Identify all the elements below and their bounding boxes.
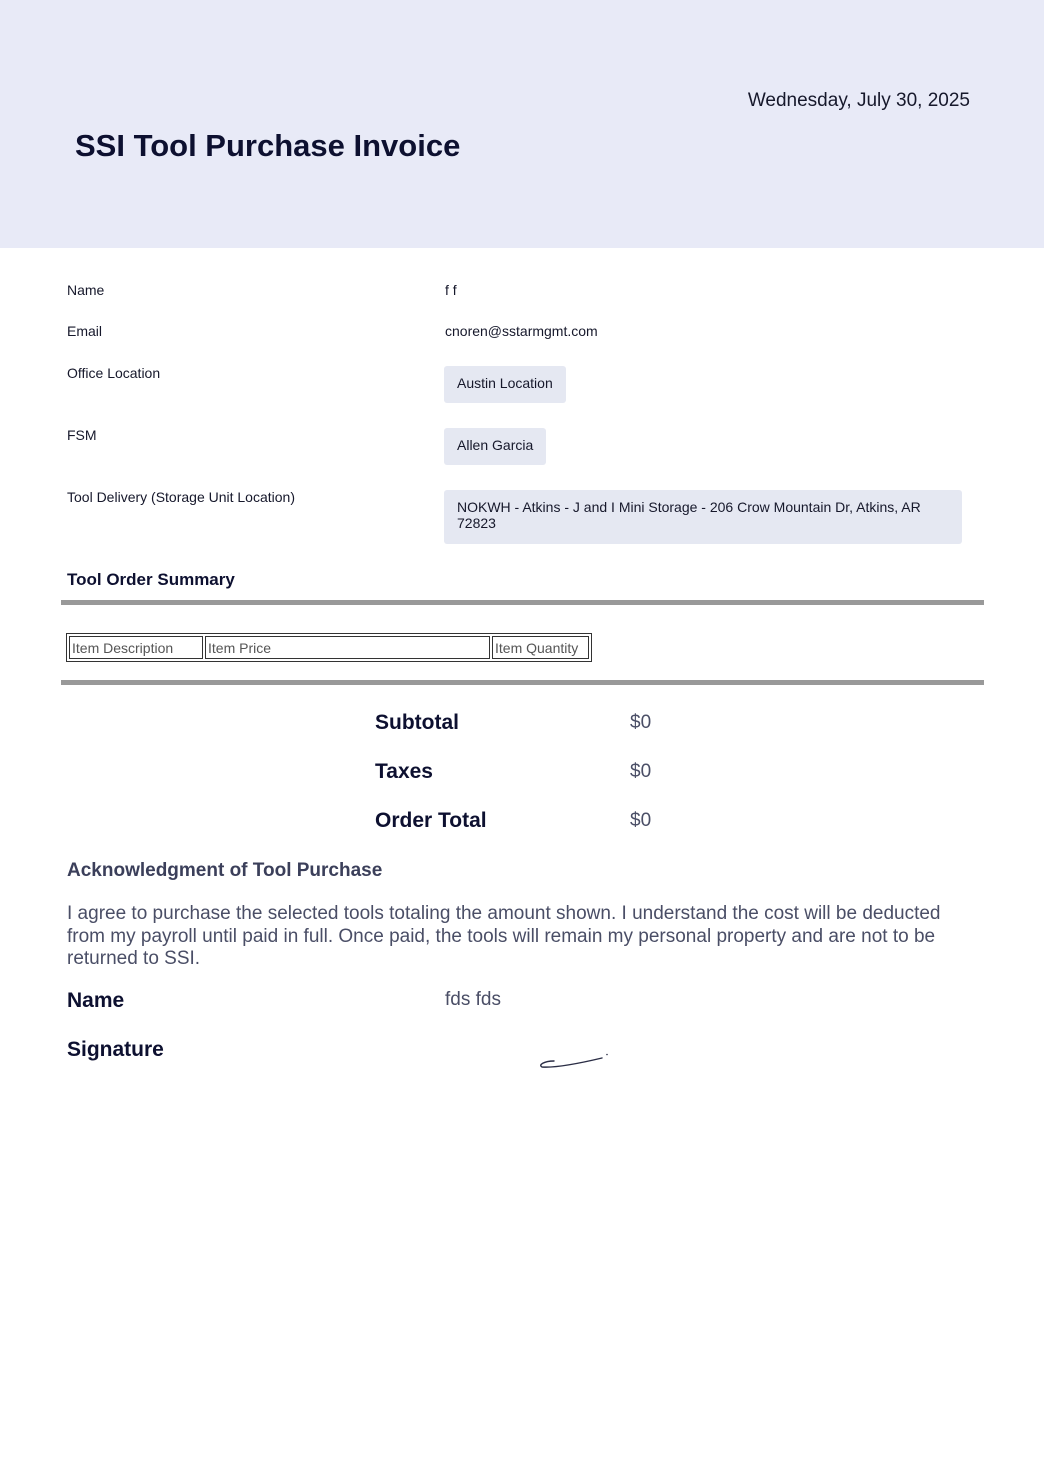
order-total-value: $0 [630, 810, 652, 831]
tool-order-summary-title: Tool Order Summary [67, 570, 235, 589]
table-header-row [69, 636, 589, 659]
divider [61, 680, 984, 685]
fsm-value: Allen Garcia [444, 428, 546, 465]
signature-label: Signature [67, 1038, 164, 1061]
order-total-label: Order Total [375, 809, 487, 832]
signer-name-label: Name [67, 989, 125, 1012]
signer-name-value: fds fds [445, 989, 501, 1010]
tool-delivery-label: Tool Delivery (Storage Unit Location) [67, 489, 295, 505]
name-value: f f [445, 282, 457, 298]
item-table [66, 633, 592, 662]
tool-delivery-value: NOKWH - Atkins - J and I Mini Storage - 206 Crow Mountain Dr, Atkins, AR 72823 [444, 490, 962, 544]
acknowledgment-text: I agree to purchase the selected tools totaling the amount shown. I understand the cost will be deducted from my payroll until paid in full. Once paid, the tools will remain my personal property and are not to be returned to SSI. [67, 903, 941, 969]
email-label: Email [67, 323, 103, 339]
taxes-value: $0 [630, 761, 652, 782]
name-label: Name [67, 282, 105, 298]
subtotal-label: Subtotal [375, 711, 459, 734]
item-description-header: Item Description [69, 636, 203, 659]
page-title: SSI Tool Purchase Invoice [75, 128, 461, 163]
office-location-label: Office Location [67, 365, 161, 381]
signature-image [536, 1049, 616, 1073]
email-value: cnoren@sstarmgmt.com [445, 323, 598, 339]
item-price-header: Item Price [205, 636, 490, 659]
taxes-label: Taxes [375, 760, 433, 783]
item-quantity-header: Item Quantity [492, 636, 589, 659]
acknowledgment-title: Acknowledgment of Tool Purchase [67, 860, 383, 881]
office-location-value: Austin Location [444, 366, 566, 403]
divider [61, 600, 984, 605]
invoice-header [0, 0, 1044, 248]
subtotal-value: $0 [630, 712, 652, 733]
invoice-date: Wednesday, July 30, 2025 [747, 90, 970, 111]
fsm-label: FSM [67, 427, 97, 443]
